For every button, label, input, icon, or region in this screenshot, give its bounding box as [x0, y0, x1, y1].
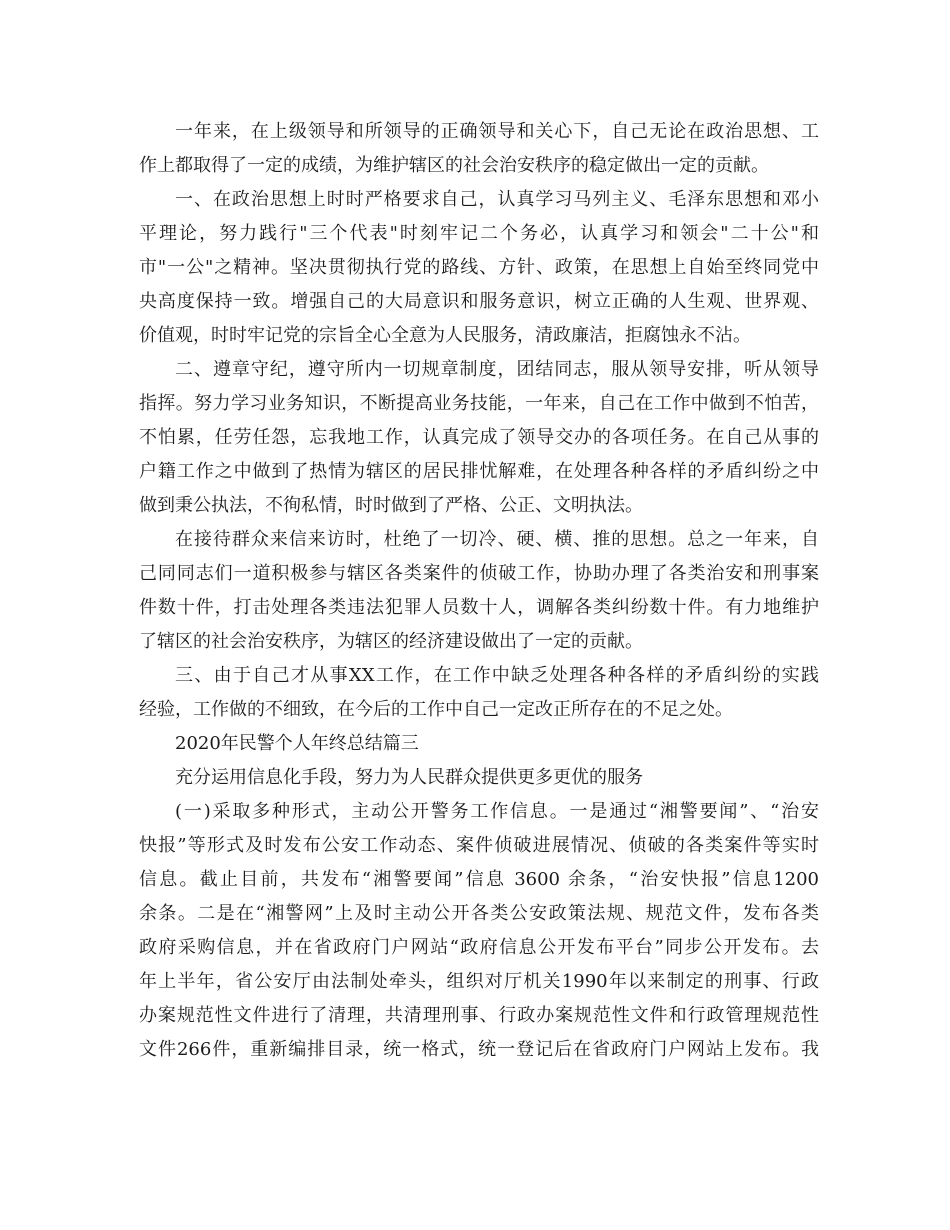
paragraph-line: 件数十件，打击处理各类违法犯罪人员数十人，调解各类纠纷数十件。有力地维护 [139, 597, 819, 618]
paragraph-line: 价值观，时时牢记党的宗旨全心全意为人民服务，清政廉洁，拒腐蚀永不沾。 [139, 325, 751, 346]
paragraph-line: 在接待群众来信来访时，杜绝了一切冷、硬、横、推的思想。总之一年来，自 [175, 529, 819, 550]
paragraph-line: 文件266件，重新编排目录，统一格式，统一登记后在省政府门户网站上发布。我 [139, 1039, 819, 1060]
paragraph-line: 信息。截止目前，共发布“湘警要闻”信息 3600 余条，“治安快报”信息1200 [139, 869, 819, 890]
paragraph-line: 一、在政治思想上时时严格要求自己，认真学习马列主义、毛泽东思想和邓小 [175, 189, 819, 210]
paragraph-line: 做到秉公执法，不徇私情，时时做到了严格、公正、文明执法。 [139, 495, 643, 516]
paragraph-line: (一)采取多种形式，主动公开警务工作信息。一是通过“湘警要闻”、“治安 [175, 801, 819, 822]
paragraph-line: 指挥。努力学习业务知识，不断提高业务技能，一年来，自己在工作中做到不怕苦， [139, 393, 819, 414]
section-subheading: 充分运用信息化手段，努力为人民群众提供更多更优的服务 [175, 767, 643, 788]
paragraph-line: 余条。二是在“湘警网”上及时主动公开各类公安政策法规、规范文件，发布各类 [139, 903, 819, 924]
paragraph-line: 办案规范性文件进行了清理，共清理刑事、行政办案规范性文件和行政管理规范性 [139, 1005, 819, 1026]
paragraph-line: 年上半年，省公安厅由法制处牵头，组织对厅机关1990年以来制定的刑事、行政 [139, 971, 819, 992]
paragraph-line: 己同同志们一道积极参与辖区各类案件的侦破工作，协助办理了各类治安和刑事案 [139, 563, 819, 584]
paragraph-line: 政府采购信息，并在省政府门户网站“政府信息公开发布平台”同步公开发布。去 [139, 937, 819, 958]
paragraph-line: 二、遵章守纪，遵守所内一切规章制度，团结同志，服从领导安排，听从领导 [175, 359, 819, 380]
paragraph-line: 一年来，在上级领导和所领导的正确领导和关心下，自己无论在政治思想、工 [175, 121, 819, 142]
paragraph-line: 快报”等形式及时发布公安工作动态、案件侦破进展情况、侦破的各类案件等实时 [139, 835, 819, 856]
paragraph-line: 经验，工作做的不细致，在今后的工作中自己一定改正所存在的不足之处。 [139, 699, 733, 720]
paragraph-line: 三、由于自己才从事XX工作，在工作中缺乏处理各种各样的矛盾纠纷的实践 [175, 665, 819, 686]
paragraph-line: 不怕累，任劳任怨，忘我地工作，认真完成了领导交办的各项任务。在自己从事的 [139, 427, 819, 448]
paragraph-line: 央高度保持一致。增强自己的大局意识和服务意识，树立正确的人生观、世界观、 [139, 291, 819, 312]
paragraph-line: 作上都取得了一定的成绩，为维护辖区的社会治安秩序的稳定做出一定的贡献。 [139, 155, 769, 176]
paragraph-line: 户籍工作之中做到了热情为辖区的居民排忧解难，在处理各种各样的矛盾纠纷之中 [139, 461, 819, 482]
paragraph-line: 平理论，努力践行"三个代表"时刻牢记二个务必，认真学习和领会"二十公"和 [139, 223, 819, 244]
paragraph-line: 市"一公"之精神。坚决贯彻执行党的路线、方针、政策，在思想上自始至终同党中 [139, 257, 819, 278]
section-heading: 2020年民警个人年终总结篇三 [175, 733, 419, 754]
paragraph-line: 了辖区的社会治安秩序，为辖区的经济建设做出了一定的贡献。 [139, 631, 643, 652]
